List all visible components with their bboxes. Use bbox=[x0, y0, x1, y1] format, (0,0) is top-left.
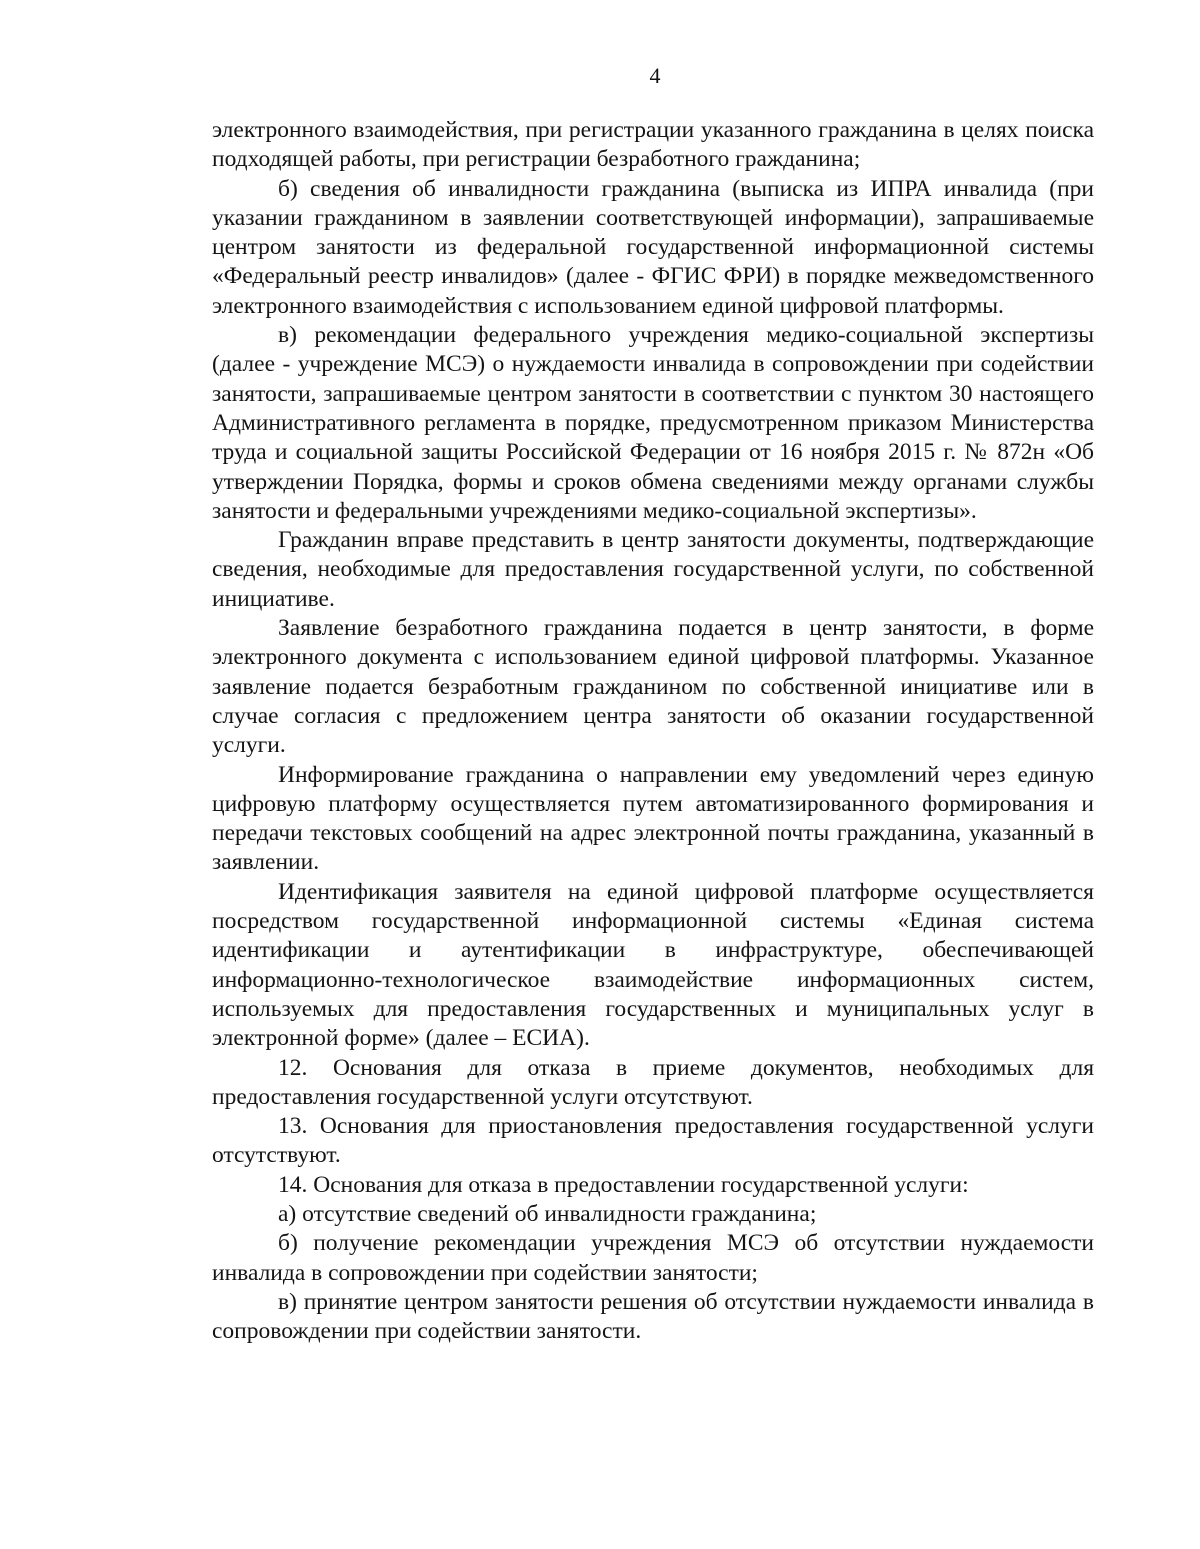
text-line: услуги, по собственной инициативе. bbox=[212, 556, 1095, 612]
text-line: нуждаемости инвалида в сопровождении при содействии занятости; bbox=[212, 1230, 1094, 1286]
text-line: в порядке, предусмотренном приказом Министерства труда и социальной bbox=[212, 409, 1095, 466]
text-line: защиты Российской Федерации от 16 ноября 2015 г. № 872н «Об утверждении bbox=[212, 439, 1095, 495]
text-line: инвалида в сопровождении при содействии занятости. bbox=[212, 1288, 1094, 1345]
text-line: ФРИ) в порядке межведомственного электронного взаимодействия bbox=[212, 263, 1094, 319]
text-line: подтверждающие сведения, необходимые для предоставления государственной bbox=[212, 527, 1094, 583]
paragraph-item-v bbox=[212, 1288, 1094, 1347]
text-line: поиска подходящей работы, при регистрации безработного гражданина; bbox=[212, 117, 1095, 173]
text-line: предоставления государственной услуги отсутствуют. bbox=[212, 1083, 753, 1110]
text-line: единую цифровую платформу осуществляется путем автоматизированного bbox=[212, 761, 1094, 817]
text-line: гражданина, указанный в заявлении. bbox=[212, 820, 1094, 876]
text-line: занятости и федеральными учреждениями медико-социальной экспертизы». bbox=[212, 497, 977, 524]
paragraph-identification bbox=[212, 878, 1094, 1054]
text-line: «Единая система идентификации и аутентификации в инфраструктуре, bbox=[212, 908, 1095, 964]
text-line: электронного взаимодействия, при регистрации указанного гражданина в целях bbox=[212, 117, 1019, 143]
text-line: осуществляется посредством государственной информационной системы bbox=[212, 878, 1094, 935]
text-line: с использованием единой цифровой платформы. bbox=[517, 292, 1004, 319]
text-line: 14. Основания для отказа в предоставлении государственной услуги: bbox=[278, 1171, 969, 1198]
text-line: а) отсутствие сведений об инвалидности гражданина; bbox=[278, 1200, 817, 1227]
text-line: и муниципальных услуг в электронной форме» (далее – ЕСИА). bbox=[212, 995, 1094, 1052]
text-line: Идентификация заявителя на единой цифровой платформе bbox=[278, 878, 919, 905]
text-line: б) сведения об инвалидности гражданина (выписка из ИПРА инвалида bbox=[278, 175, 1037, 202]
text-line: в соответствии с пунктом 30 настоящего Административного регламента bbox=[212, 380, 1095, 436]
text-line: экспертизы (далее - учреждение МСЭ) о нуждаемости инвалида bbox=[212, 322, 1095, 378]
text-line: Указанное заявление подается безработным гражданином по собственной bbox=[212, 644, 1094, 700]
text-line: в сопровождении при содействии занятости, запрашиваемые центром занятости bbox=[212, 351, 1095, 407]
page-number: 4 bbox=[649, 63, 661, 88]
paragraph-application-submission bbox=[212, 614, 1094, 760]
text-line: 12. Основания для отказа в приеме документов, необходимых для bbox=[278, 1054, 1094, 1081]
text-line: в) принятие центром занятости решения об отсутствии нуждаемости bbox=[278, 1288, 977, 1315]
paragraph-continuation bbox=[212, 116, 1094, 175]
document-body bbox=[212, 116, 1094, 1346]
paragraph-item-b-disability-info bbox=[212, 175, 1094, 321]
text-line: Заявление безработного гражданина подается в центр занятости, в форме bbox=[278, 615, 1094, 642]
paragraph-section-14 bbox=[212, 1171, 1094, 1200]
paragraph-citizen-right bbox=[212, 526, 1094, 614]
text-line: об оказании государственной услуги. bbox=[212, 702, 1095, 759]
paragraph-item-v-recommendations bbox=[212, 321, 1094, 526]
text-line: 13. Основания для приостановления предоставления государственной bbox=[278, 1113, 1014, 1140]
paragraph-item-a bbox=[212, 1200, 1094, 1229]
text-line: информационной системы «Федеральный реестр инвалидов» (далее - ФГИС bbox=[212, 234, 1095, 290]
paragraph-notifications bbox=[212, 761, 1094, 878]
text-line: Гражданин вправе представить в центр занятости документы, bbox=[278, 527, 910, 554]
paragraph-section-12 bbox=[212, 1054, 1094, 1113]
text-line: обеспечивающей информационно-технологическое взаимодействие bbox=[212, 937, 1095, 993]
text-line: услуги отсутствуют. bbox=[212, 1113, 1094, 1169]
text-line: Порядка, формы и сроков обмена сведениями между органами службы bbox=[353, 468, 1094, 495]
text-line: инициативе или в случае согласия с предложением центра занятости bbox=[212, 673, 1094, 729]
text-line: формирования и передачи текстовых сообщений на адрес электронной почты bbox=[212, 790, 1094, 847]
text-line: запрашиваемые центром занятости из федеральной государственной bbox=[212, 204, 1095, 261]
paragraph-item-b bbox=[212, 1229, 1094, 1288]
text-line: Информирование гражданина о направлении ему уведомлений через bbox=[278, 761, 1006, 788]
text-line: электронного документа с использованием единой цифровой платформы. bbox=[212, 644, 980, 671]
paragraph-section-13 bbox=[212, 1112, 1094, 1171]
text-line: в) рекомендации федерального учреждения медико-социальной bbox=[278, 322, 963, 349]
text-line: б) получение рекомендации учреждения МСЭ об отсутствии bbox=[278, 1230, 945, 1257]
text-line: (при указании гражданином в заявлении соответствующей информации), bbox=[212, 175, 1095, 231]
text-line: информационных систем, используемых для предоставления государственных bbox=[212, 966, 1094, 1022]
